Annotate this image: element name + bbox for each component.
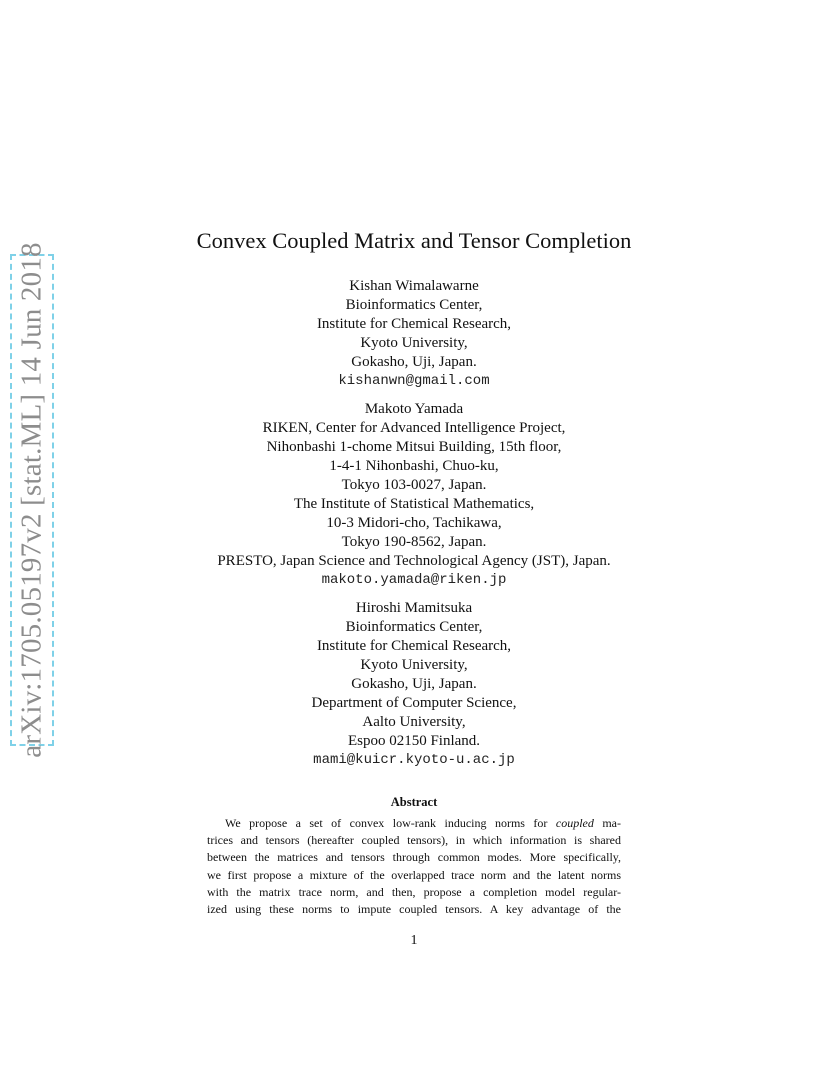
affiliation-line: Espoo 02150 Finland. [347, 733, 481, 749]
affiliation-line: Tokyo 190-8562, Japan. [341, 534, 487, 550]
page-number: 1 [410, 933, 418, 948]
affiliation-line: Bioinformatics Center, [345, 297, 483, 313]
abstract-heading: Abstract [390, 795, 438, 809]
abstract-line: ized using these norms to impute coupled tensors. A key advantage of the [207, 902, 621, 917]
affiliation-line: Aalto University, [362, 714, 466, 730]
affiliation-line: PRESTO, Japan Science and Technological Agency (JST), Japan. [217, 553, 611, 569]
abstract-line: we first propose a mixture of the overlapped trace norm and the latent norms [207, 867, 621, 882]
affiliation-line: Gokasho, Uji, Japan. [351, 676, 477, 692]
abstract-emphasis: coupled [555, 816, 594, 830]
author-block-1 [0, 277, 828, 391]
abstract-line-text: ma- [593, 816, 622, 830]
affiliation-line: The Institute of Statistical Mathematics, [293, 496, 535, 512]
arxiv-identifier-text: arXiv:1705.05197v2 [stat.ML] 14 Jun 2018 [15, 242, 48, 758]
affiliation-line: 1-4-1 Nihonbashi, Chuo-ku, [329, 458, 499, 474]
author-block-3 [0, 599, 828, 770]
paper-title: Convex Coupled Matrix and Tensor Completion [196, 228, 632, 253]
author-name: Makoto Yamada [364, 401, 464, 417]
affiliation-line: Institute for Chemical Research, [316, 316, 512, 332]
abstract-line-text: We propose a set of convex low-rank inducing norms for [225, 816, 556, 830]
affiliation-line: Gokasho, Uji, Japan. [351, 354, 477, 370]
affiliation-line: RIKEN, Center for Advanced Intelligence Project, [262, 420, 566, 436]
affiliation-line: Tokyo 103-0027, Japan. [341, 477, 487, 493]
author-name: Hiroshi Mamitsuka [355, 600, 473, 616]
affiliation-line: Kyoto University, [360, 657, 468, 673]
abstract-line: between the matrices and tensors through common modes. More specifically, [207, 850, 621, 865]
author-name: Kishan Wimalawarne [349, 278, 479, 294]
abstract-body [207, 815, 621, 918]
affiliation-line: 10-3 Midori-cho, Tachikawa, [326, 515, 502, 531]
author-block-2 [0, 400, 828, 590]
author-list [0, 277, 828, 779]
affiliation-line: Institute for Chemical Research, [316, 638, 512, 654]
abstract-line: with the matrix trace norm, and then, propose a completion model regular- [207, 884, 621, 899]
author-email: makoto.yamada@riken.jp [321, 572, 507, 588]
abstract-line [207, 815, 621, 832]
affiliation-line: Nihonbashi 1-chome Mitsui Building, 15th floor, [266, 439, 562, 455]
affiliation-line: Department of Computer Science, [311, 695, 517, 711]
author-email: mami@kuicr.kyoto-u.ac.jp [313, 752, 515, 768]
affiliation-line: Bioinformatics Center, [345, 619, 483, 635]
author-email: kishanwn@gmail.com [338, 373, 490, 389]
abstract-line: trices and tensors (hereafter coupled tensors), in which information is shared [207, 833, 621, 848]
affiliation-line: Kyoto University, [360, 335, 468, 351]
